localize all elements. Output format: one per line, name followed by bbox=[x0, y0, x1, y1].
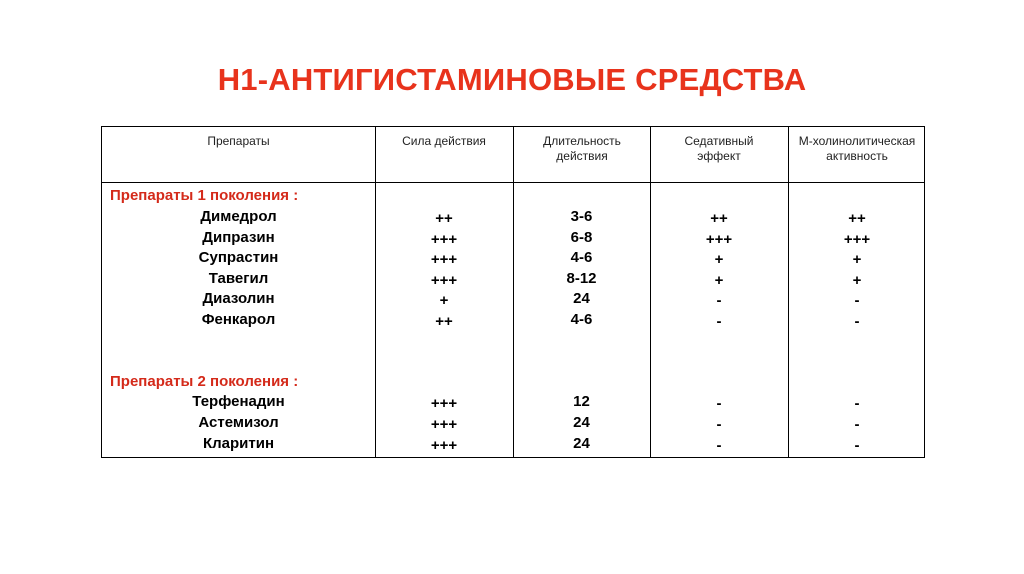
duration-value: 12 bbox=[573, 393, 590, 411]
drug-name: Фенкарол bbox=[201, 310, 276, 328]
strength-value: + bbox=[439, 292, 449, 310]
drug-name: Астемизол bbox=[198, 413, 279, 431]
sedative-value: - bbox=[716, 292, 722, 310]
sedative-value: - bbox=[716, 436, 722, 454]
header-drugs: Препараты bbox=[207, 134, 270, 148]
drug-name: Супрастин bbox=[198, 249, 279, 267]
group-label-gen1: Препараты 1 поколения : bbox=[110, 187, 299, 204]
column-anticholinergic bbox=[788, 209, 926, 456]
header-duration: Длительность действия bbox=[543, 134, 621, 163]
strength-value: +++ bbox=[430, 230, 458, 248]
page-title: Н1-АНТИГИСТАМИНОВЫЕ СРЕДСТВА bbox=[217, 62, 807, 97]
drug-name: Димедрол bbox=[200, 208, 277, 225]
column-strength bbox=[375, 209, 513, 456]
header-divider bbox=[102, 182, 924, 183]
drug-name: Кларитин bbox=[202, 434, 275, 452]
sedative-value: - bbox=[716, 395, 722, 413]
anticholinergic-value: - bbox=[854, 395, 860, 413]
anticholinergic-value: ++ bbox=[848, 210, 866, 227]
column-duration bbox=[513, 207, 650, 454]
drug-name: Диазолин bbox=[202, 290, 275, 308]
strength-value: +++ bbox=[430, 395, 458, 413]
anticholinergic-value: - bbox=[854, 436, 860, 454]
strength-value: +++ bbox=[430, 251, 458, 269]
strength-value: ++ bbox=[435, 312, 453, 330]
strength-value: +++ bbox=[430, 436, 458, 454]
drug-name: Дипразин bbox=[202, 228, 275, 246]
duration-value: 3-6 bbox=[570, 208, 593, 225]
anticholinergic-value: +++ bbox=[843, 230, 871, 248]
sedative-value: + bbox=[714, 251, 724, 269]
sedative-value: ++ bbox=[710, 210, 728, 227]
strength-value: +++ bbox=[430, 271, 458, 289]
group-label-gen2: Препараты 2 поколения : bbox=[110, 373, 299, 390]
duration-value: 24 bbox=[573, 413, 590, 431]
column-sedative bbox=[650, 209, 788, 456]
sedative-value: + bbox=[714, 271, 724, 289]
header-sedative: Седативный эффект bbox=[684, 134, 754, 163]
duration-value: 6-8 bbox=[570, 228, 593, 246]
anticholinergic-value: - bbox=[854, 415, 860, 433]
drug-name: Тавегил bbox=[208, 269, 269, 287]
duration-value: 4-6 bbox=[570, 249, 593, 267]
header-strength: Сила действия bbox=[402, 134, 486, 148]
sedative-value: - bbox=[716, 312, 722, 330]
drug-table bbox=[101, 126, 925, 458]
anticholinergic-value: - bbox=[854, 312, 860, 330]
column-drug-names bbox=[102, 207, 375, 454]
duration-value: 8-12 bbox=[566, 269, 597, 287]
duration-value: 4-6 bbox=[570, 310, 593, 328]
sedative-value: - bbox=[716, 415, 722, 433]
strength-value: ++ bbox=[435, 210, 453, 227]
strength-value: +++ bbox=[430, 415, 458, 433]
anticholinergic-value: - bbox=[854, 292, 860, 310]
duration-value: 24 bbox=[573, 434, 590, 452]
drug-name: Терфенадин bbox=[192, 393, 285, 411]
duration-value: 24 bbox=[573, 290, 590, 308]
sedative-value: +++ bbox=[705, 230, 733, 248]
anticholinergic-value: + bbox=[852, 251, 862, 269]
header-anticholinergic: М-холинолитическая активность bbox=[798, 134, 916, 163]
anticholinergic-value: + bbox=[852, 271, 862, 289]
